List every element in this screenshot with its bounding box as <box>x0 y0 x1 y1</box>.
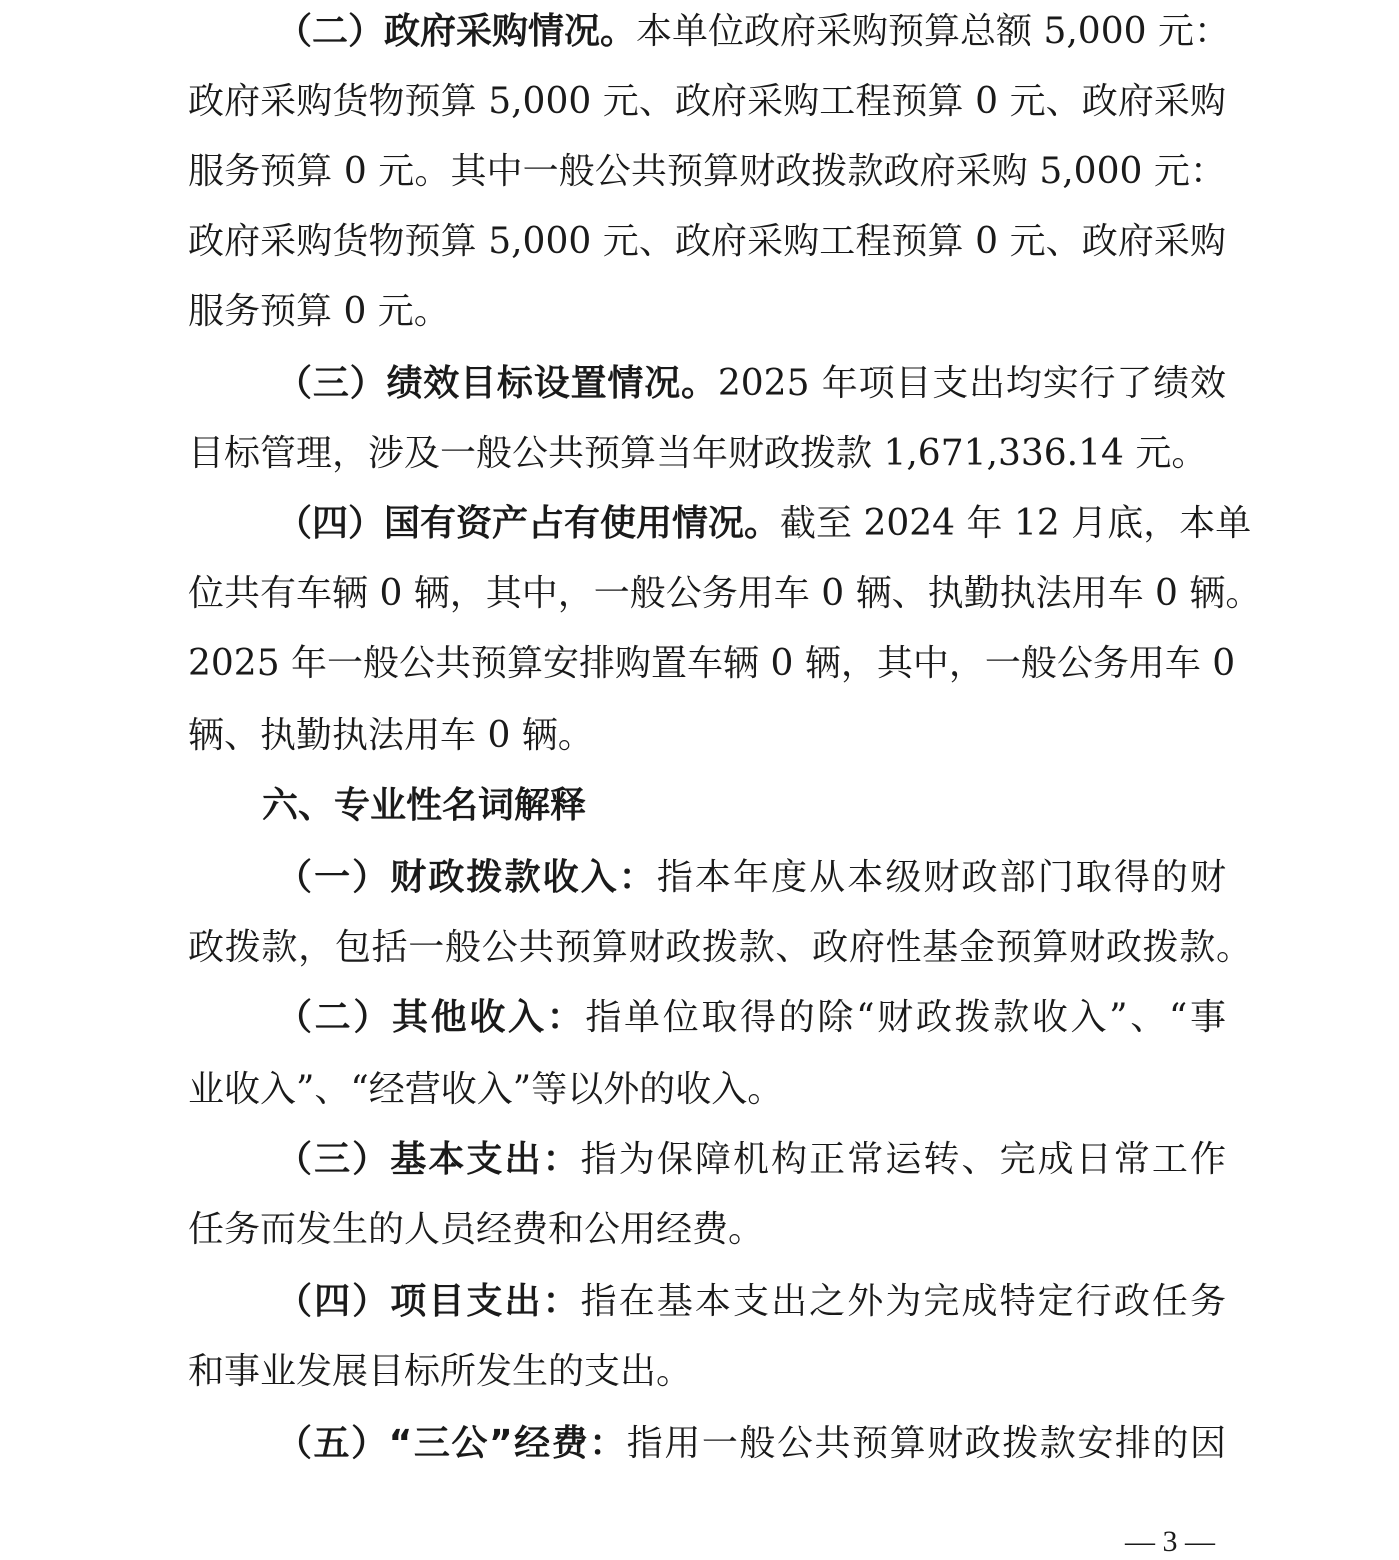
paragraph-text: 截至 2024 年 12 月底，本单 <box>780 503 1252 544</box>
paragraph-line <box>276 1132 1226 1188</box>
term-definition: 指本年度从本级财政部门取得的财 <box>656 857 1226 898</box>
paragraph-line: 服务预算 0 元。其中一般公共预算财政拨款政府采购 5,000 元： <box>188 151 1226 192</box>
paragraph-line <box>276 990 1226 1046</box>
term-label: （五）“三公”经费： <box>276 1423 627 1464</box>
term-definition: 指用一般公共预算财政拨款安排的因 <box>626 1423 1226 1464</box>
page-number: — 3 — <box>1125 1525 1215 1558</box>
paragraph-line: 和事业发展目标所发生的支出。 <box>188 1351 693 1392</box>
term-label: （四）项目支出： <box>276 1281 581 1322</box>
paragraph-lead: （三）绩效目标设置情况。 <box>276 363 718 404</box>
paragraph-lead: （四）国有资产占有使用情况。 <box>276 503 781 544</box>
term-label: （三）基本支出： <box>276 1139 581 1180</box>
paragraph-line <box>276 850 1226 906</box>
paragraph-line: 服务预算 0 元。 <box>188 291 450 332</box>
paragraph-line <box>276 496 1252 552</box>
term-definition: 指为保障机构正常运转、完成日常工作 <box>580 1139 1226 1180</box>
paragraph-line: 辆、执勤执法用车 0 辆。 <box>188 715 594 756</box>
paragraph-text: 本单位政府采购预算总额 5,000 元： <box>636 11 1230 52</box>
paragraph-line: 政府采购货物预算 5,000 元、政府采购工程预算 0 元、政府采购 <box>188 221 1226 262</box>
paragraph-line: 业收入”、“经营收入”等以外的收入。 <box>188 1069 784 1110</box>
paragraph-text: 2025 年项目支出均实行了绩效 <box>717 363 1226 404</box>
paragraph-line <box>276 356 1226 412</box>
paragraph-line: 任务而发生的人员经费和公用经费。 <box>188 1209 765 1250</box>
section-heading: 六、专业性名词解释 <box>262 785 587 826</box>
term-label: （一）财政拨款收入： <box>276 857 657 898</box>
paragraph-line: 位共有车辆 0 辆，其中，一般公务用车 0 辆、执勤执法用车 0 辆。 <box>188 573 1262 614</box>
term-definition: 指在基本支出之外为完成特定行政任务 <box>580 1281 1226 1322</box>
term-label: （二）其他收入： <box>276 997 586 1038</box>
paragraph-line <box>276 1416 1226 1472</box>
paragraph-line: 政拨款，包括一般公共预算财政拨款、政府性基金预算财政拨款。 <box>188 927 1252 968</box>
paragraph-line <box>276 4 1230 60</box>
paragraph-line: 政府采购货物预算 5,000 元、政府采购工程预算 0 元、政府采购 <box>188 81 1226 122</box>
paragraph-line: 2025 年一般公共预算安排购置车辆 0 辆，其中，一般公务用车 0 <box>188 643 1236 684</box>
paragraph-line <box>276 1274 1226 1330</box>
paragraph-lead: （二）政府采购情况。 <box>276 11 637 52</box>
paragraph-line: 目标管理，涉及一般公共预算当年财政拨款 1,671,336.14 元。 <box>188 433 1208 474</box>
term-definition: 指单位取得的除“财政拨款收入”、“事 <box>585 997 1226 1038</box>
